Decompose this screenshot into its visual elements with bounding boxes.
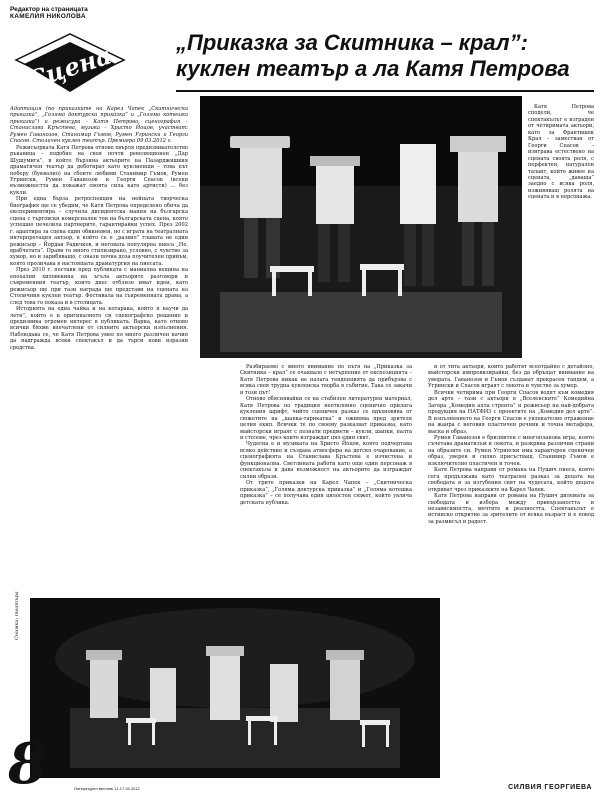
article-column-middle	[240, 364, 412, 614]
article-paragraph: При една бърза ретроспекция на нейната творческа биография ще се убедим, че Катя Петрова определено обича да експериментира – случила дисидентска мания на българска сцена с търговски комерсиален тон на българската сцена, която успешно печелила партнерите, гарантирайки успех. През 2002 г. адаптира за сцена един обикновен, но с играта на театралната интерпретация актьор, в който се е „развил” главата не един режисьор – Йордан Радичков, и неговата популярна пиеса „Не, врабчетата”. Прави го много стилизирано, условно, с чувство за хумор, но и зарибяващо, с онази почна доза поучителен прийъм, която проличава в настоящата драматургия на пиесата.	[10, 196, 188, 267]
article-column-right-top	[528, 104, 594, 362]
photo-stage-top	[200, 96, 522, 358]
article-paragraph: През 2010 г. постави пред публиката с маниална вещина на епохални хиловекина на ъгъла актьорите разговори и съвременния театър, които днес отблизо имат идеи, като режисьор ще при тази награда ще представи на сцената на Столичния куклен театър. Фестивала на съвременната драма, а след това го показа и в столицата.	[10, 267, 188, 306]
article-author: СИЛВИЯ ГЕОРГИЕВА	[508, 784, 592, 791]
section-logo-graphic	[10, 30, 130, 102]
headline-rule	[176, 90, 594, 92]
stage-photo-top-image	[200, 96, 522, 358]
article-headline: „Приказка за Скитника – крал”: куклен театър а ла Катя Петрова	[176, 30, 570, 81]
article-paragraph: Историята на една чайка и на котарака, който я научи да лети”, който е в оригиналното си сценографско решение и предизвика огромен интерес в публиката. Варна, като отново всички бяхме впечатлени от силните актьорски изпълнения. Наблюдава се, че Катя Петрова умее по много различен начин да надгражда всеки спектакъл и да търси нови изразни средства.	[10, 306, 188, 351]
page-editor-credit	[10, 6, 130, 20]
article-paragraph: и от тита актьори, които работят всеотдайно с детайлно, майсторски импровизирайки, без да обръщат внимание на умората. Гаванозов и Гъмов създават прекрасен тандем, а Угрински и Спасов играят с лекота и чувство за хумор.	[428, 364, 594, 390]
section-title: Сцена	[23, 40, 115, 95]
photo-stage-bottom	[30, 598, 440, 778]
article-paragraph: Катя Петрова направи от романа на Нушич дилемата за свободата и избора между привързаността и независимостта, мечтите и реалността. Спектакълът е истинско откритие за зрителите от всяка възраст и е повод за размисъл и радост.	[428, 493, 594, 525]
editor-name: КАМЕЛИЯ НИКОЛОВА	[10, 13, 86, 20]
article-paragraph: Разбираемо с много внимание по пътя на „Приказка за Скитника – крал” се очаквало с нетърпение от експозицията – Катя Петрова никак не налага тенденцията да прибързва с всяка своя трудна кукленска творба в събитие. Така се закачи и този път!	[240, 364, 412, 396]
article-column-left	[10, 106, 188, 566]
article-paragraph: Чудесна е и музиката на Христо Йоцов, която подчертава всяко действие и създава атмосфера на детско очарование, а сценографията на Станислава Кръстева е изчистена и функционална. Светлината работи като още един персонаж в спектакъла и дава възможност на актьорите да изграждат силни образи.	[240, 441, 412, 480]
article-paragraph: Катя Петрова сподели, че спектакълът е изграден от четиримата актьори, като за Франтишек Крал – заместван от Георги Спасов – изиграва естествено на сцената своята роля, с перфектен, натурален талант, който живее на сцената, „даваща” заедно с всяка роля, изживяващ ролята на сцената и в персонажа.	[528, 104, 594, 201]
article-lead-credits: Адаптация (по приказките на Карел Чапек „Скитническа приказка”, „Голяма доктурска приказка” и „Голяма котешка приказка”) и режисура – Катя Петрова, сценография – Станислава Кръстева, музика – Христо Йоцов, участват: Румен Гаванозов, Станимир Гъмов, Румен Угрински и Георги Спасов. Столичен куклен театър. Премиера 09.03.2012 г.	[10, 106, 188, 145]
editor-role: Редактор на страницата	[10, 6, 88, 13]
page-number: 8	[8, 731, 47, 797]
stage-photo-bottom-image	[30, 598, 440, 778]
footer-publication: Литературен вестник 11-17.04.2012	[74, 786, 140, 791]
article-paragraph: Всички четирима при Георги Спасов водят към комедия дел арте – тази с актьори в „Вселенските” Комедийна Загора „Комедия алла стренга” и режисьор на най-добрата продукция на НАТФИЗ с проектите на „Комедия дел арте”. В изпълнението на Георги Спасов е увлекателно отражение на жанра с неговия пластичен речник и точна метафора, маска и образ.	[428, 389, 594, 435]
article-paragraph: Отново обяснявайки се на стабилен литературен материал, Катя Петрова по традиция неотклонно сценично прилага кукления шрифт, чийто сценичен разказ се вдъхновява от сюжетите на „шапка-тарикатка” и оживява пред зрителя целия екип. Всички те по своему разказват приказка, като майсторски играят с познати предмети – кукли, шапки, палта и столове, чрез които изграждат цял един свят.	[240, 396, 412, 441]
photo-credit-vertical: Снимка: театъра	[14, 591, 20, 640]
section-logo	[10, 30, 130, 102]
article-column-right	[428, 364, 594, 764]
article-paragraph: Режисьорката Катя Петрова отново хвърля предизвикателство ръкавица – подобно на своя почти революционен „Дар Шушумига”, в който бързина актьорите на Пазарджишкия драматичен театър да деботират като куклиенщи – това път поберу (буквално) на сбоите любими Станимир Гъмов, Румен Угрински, Румен Гаванозов и Георги Спасов (всеки възможността да покажат своята сила като артисти) ... без кукли.	[10, 144, 188, 196]
article-paragraph: Катя Петрова направи от романа на Нушич пиеса, която сега продължава като театрален разказ за децата на свободата и за изгубения свят на чудесата, който децата откриват чрез приказките на Карел Чапек.	[428, 467, 594, 493]
article-paragraph: Румен Гаванозов е брилянтен с многопланова игра, която съчетава драматизъм и лекота, и разкрива различни страни на образите си. Румен Угрински има характерен сценичен образ, уверен и силно присъстващ. Станимир Гъмов е изключително пластичен и точен.	[428, 434, 594, 467]
article-paragraph: От трите приказки на Карел Чапек – „Скитническа приказка”, „Голяма доктурска приказка” и „Голяма котешка приказка” – се получава един цялостен сюжет, който увлича детската публика.	[240, 480, 412, 506]
